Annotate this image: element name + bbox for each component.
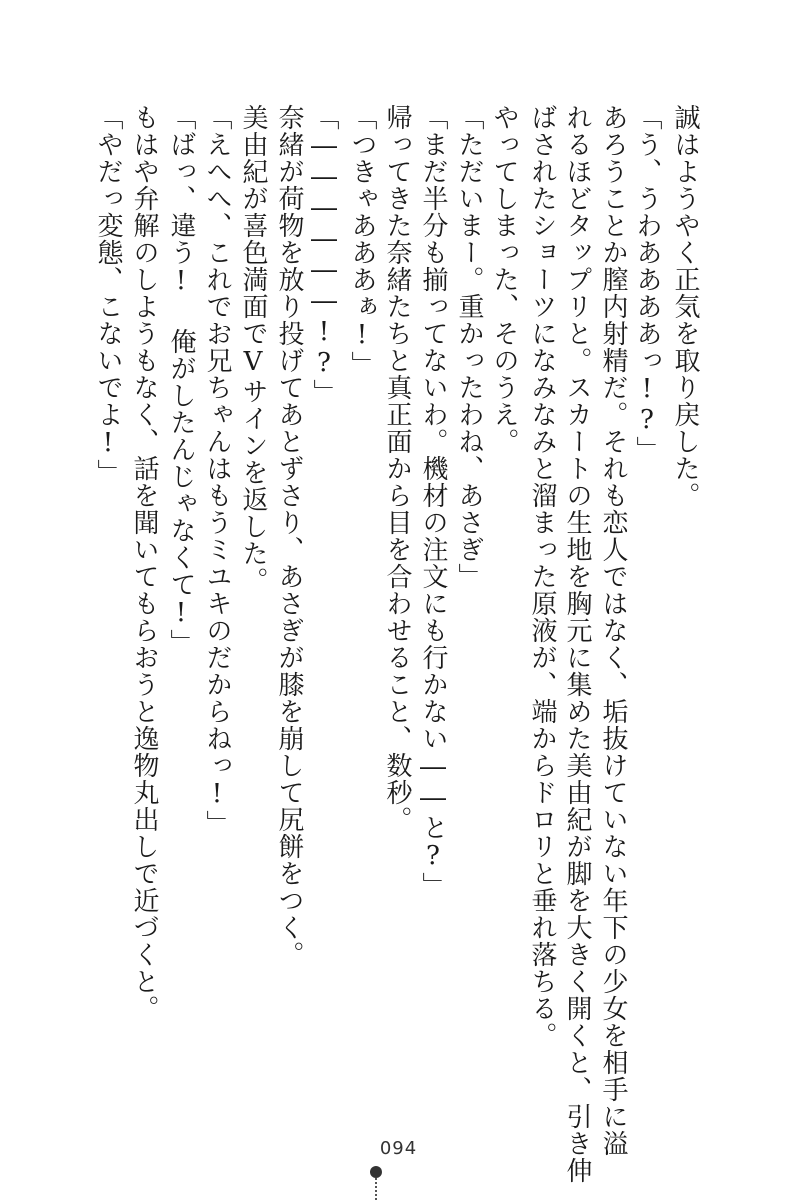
bookmark-thread-icon xyxy=(375,1178,377,1200)
text-line: 「やだっ変態、こないでよ!」 xyxy=(93,104,123,486)
text-line: 「ただいまー。重かったわね、あさぎ」 xyxy=(454,104,484,590)
text-line: もはや弁解のしようもなく、話を聞いてもらおうと逸物丸出しで近づくと。 xyxy=(129,104,159,1022)
text-line: れるほどタップリと。スカートの生地を胸元に集めた美由紀が脚を大きく開くと、引き伸 xyxy=(562,104,592,1184)
text-line: あろうことか膣内射精だ。それも恋人ではなく、垢抜けていない年下の少女を相手に溢 xyxy=(598,104,628,1157)
text-line: 帰ってきた奈緒たちと真正面から目を合わせること、数秒。 xyxy=(382,104,412,833)
text-line: 「えへへ、これでお兄ちゃんはもうミユキのだからねっ!」 xyxy=(202,104,232,837)
text-line: 「う、うわああああっ!?」 xyxy=(632,104,662,463)
text-line: 「ばっ、違う! 俺がしたんじゃなくて!」 xyxy=(166,104,196,656)
text-line: 「――――――!?」 xyxy=(309,104,339,406)
text-line: ばされたショーツになみなみと溜まった原液が、端からドロリと垂れ落ちる。 xyxy=(527,104,557,1049)
text-line: 誠はようやく正気を取り戻した。 xyxy=(670,104,700,509)
bookmark-dot-icon xyxy=(370,1166,382,1178)
text-line: やってしまった、そのうえ。 xyxy=(489,104,519,455)
page-number: 094 xyxy=(379,1138,418,1159)
text-line: 「つきゃあああぁ!」 xyxy=(347,104,377,378)
text-line: 「まだ半分も揃ってないわ。機材の注文にも行かない――と?」 xyxy=(418,104,448,899)
text-line: 美由紀が喜色満面でVサインを返した。 xyxy=(238,104,268,594)
text-line: 奈緒が荷物を放り投げてあとずさり、あさぎが膝を崩して尻餅をつく。 xyxy=(274,104,304,968)
